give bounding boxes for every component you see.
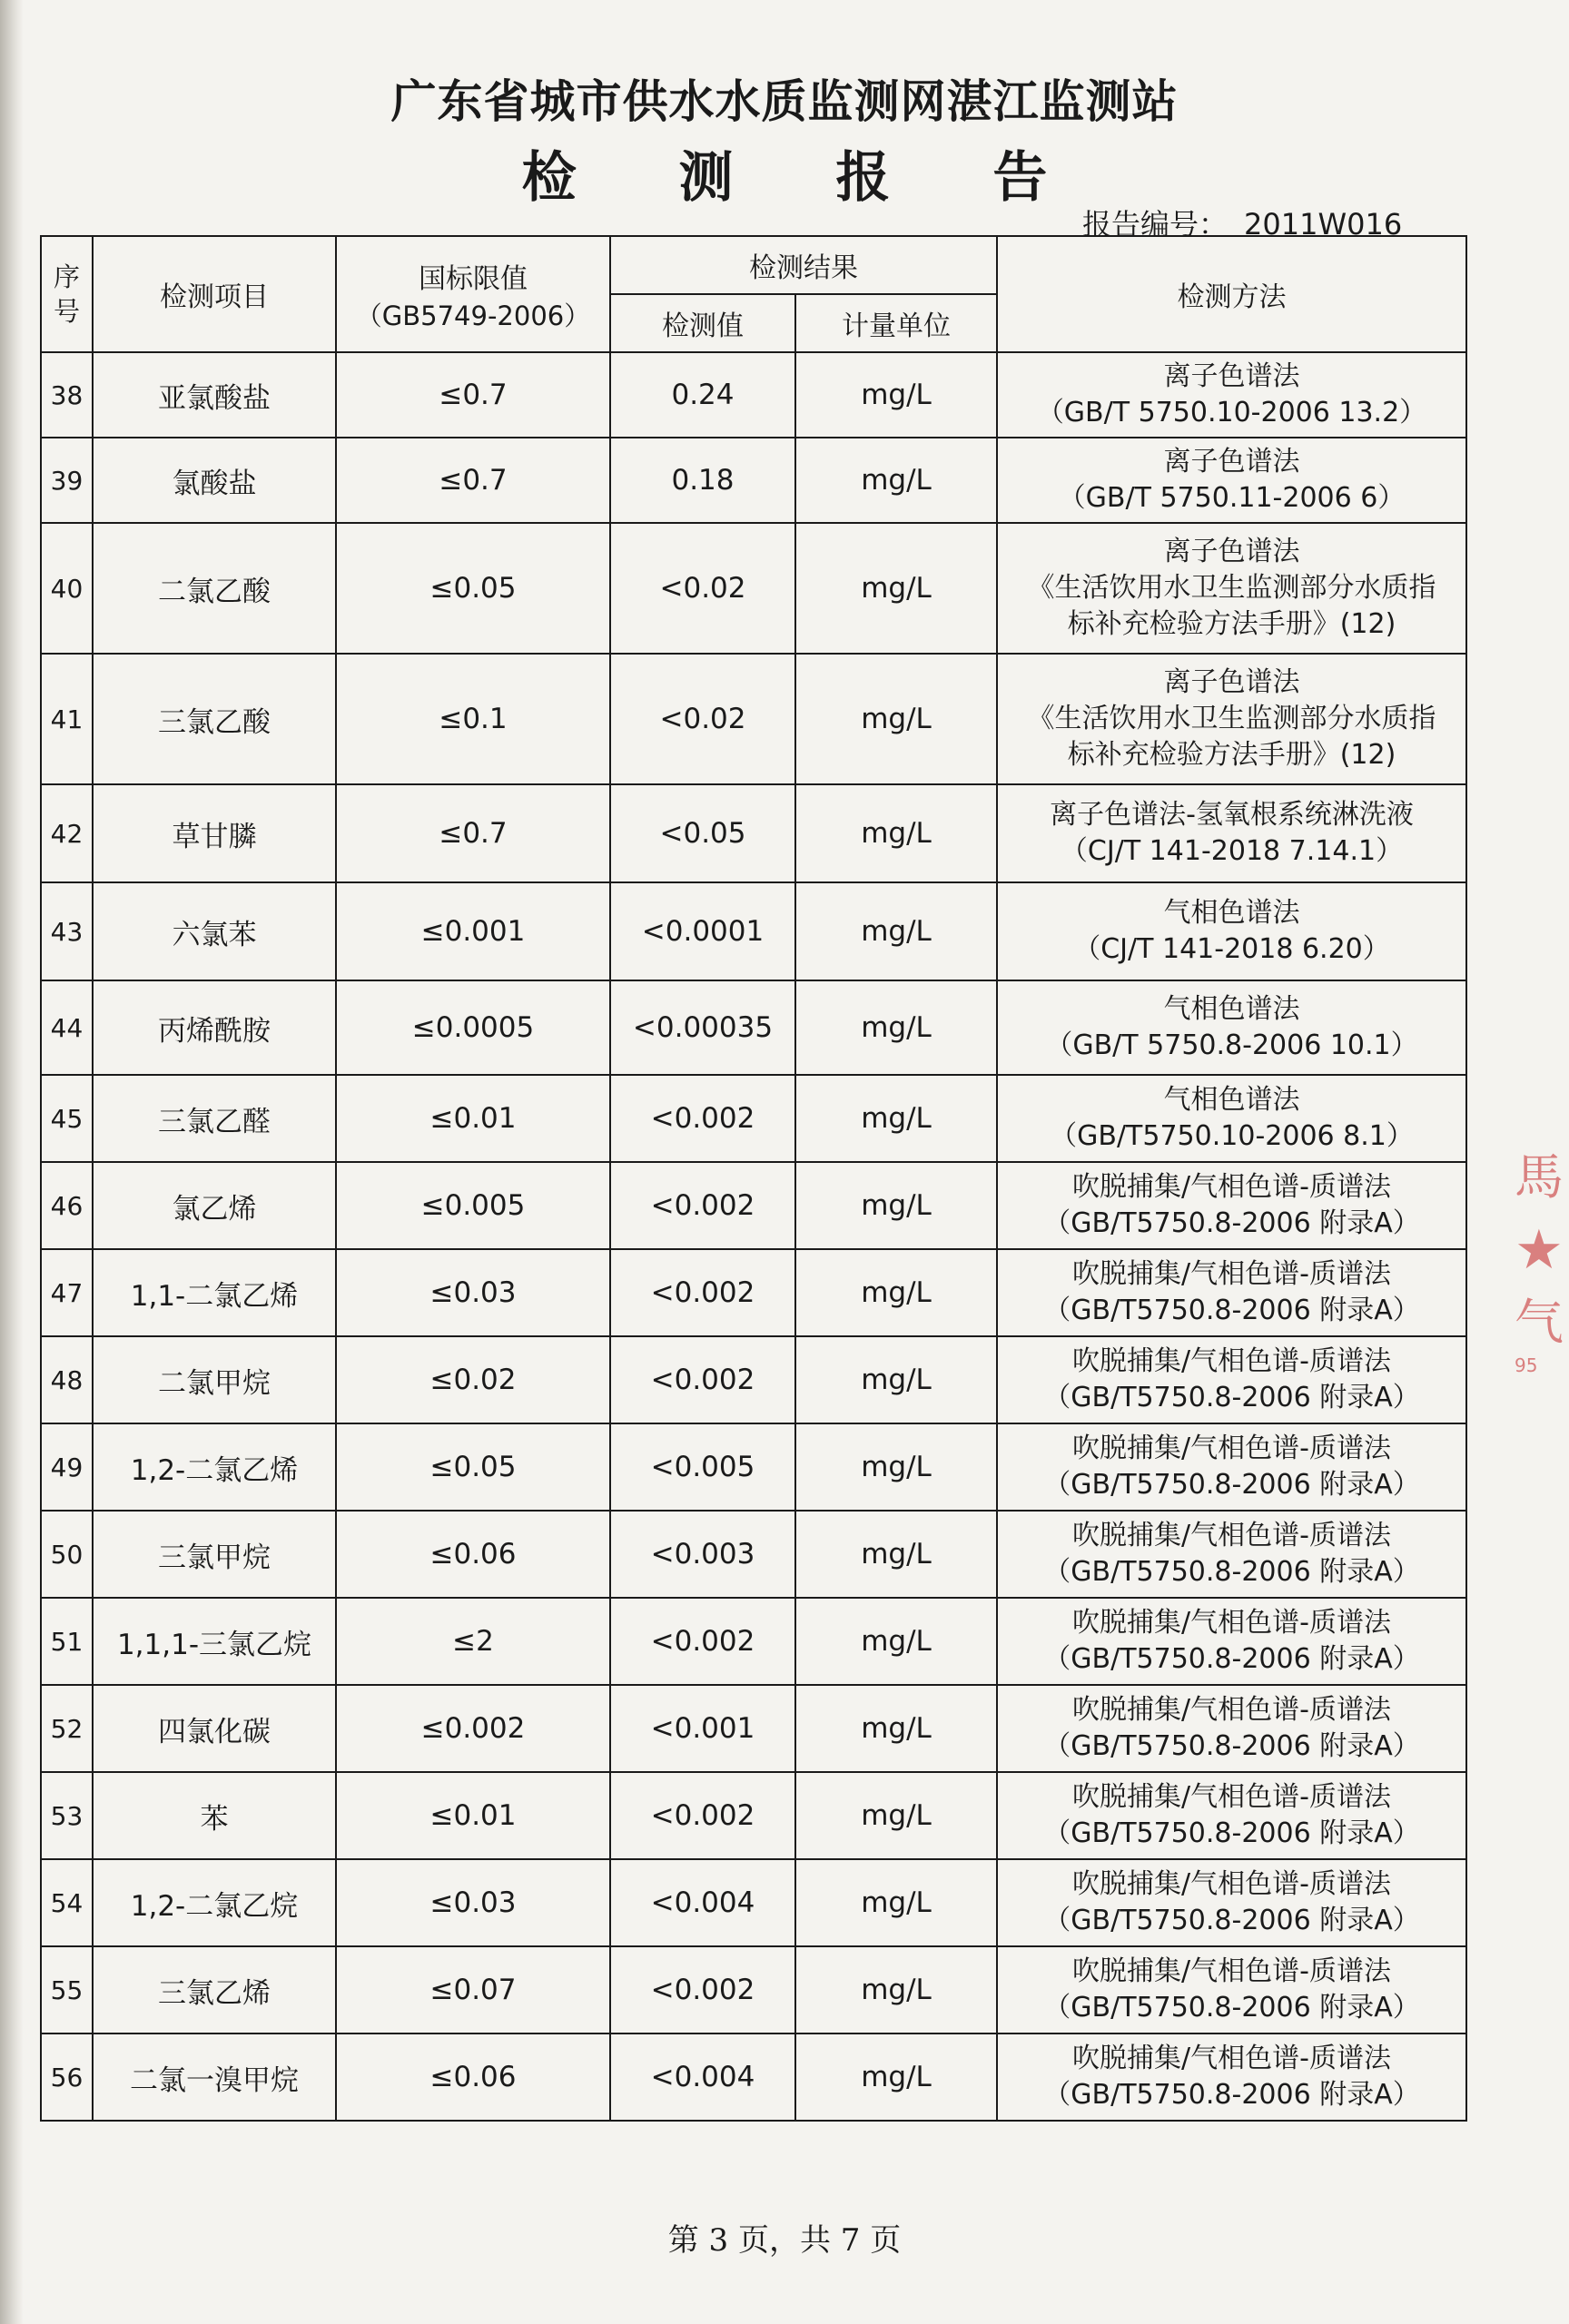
row-method-line: （GB/T 5750.8-2006 10.1） xyxy=(1045,1029,1418,1061)
row-unit: mg/L xyxy=(795,1162,997,1249)
row-unit: mg/L xyxy=(795,1423,997,1511)
header-limit-label: 国标限值 xyxy=(419,262,528,295)
row-seq: 53 xyxy=(41,1772,93,1859)
row-seq: 51 xyxy=(41,1598,93,1685)
row-value: 0.18 xyxy=(610,438,795,523)
row-method-line: 离子色谱法-氢氧根系统淋洗液 xyxy=(1050,799,1414,831)
header-result: 检测结果 xyxy=(610,236,997,294)
row-item: 四氯化碳 xyxy=(93,1685,336,1772)
row-method xyxy=(997,1598,1466,1685)
header-value: 检测值 xyxy=(610,294,795,352)
row-method-line: 离子色谱法 xyxy=(1163,666,1300,698)
row-method xyxy=(997,1423,1466,1511)
row-value: <0.002 xyxy=(610,1075,795,1162)
header-seq: 序号 xyxy=(41,236,93,352)
row-method xyxy=(997,438,1466,523)
row-limit: ≤0.06 xyxy=(336,1511,610,1598)
row-seq: 54 xyxy=(41,1859,93,1946)
table-row xyxy=(41,1598,1466,1685)
table-row xyxy=(41,1249,1466,1336)
row-unit: mg/L xyxy=(795,1075,997,1162)
row-method-line: 吹脱捕集/气相色谱-质谱法 xyxy=(1072,1955,1391,1987)
page-number: 第 3 页，共 7 页 xyxy=(667,2222,902,2259)
row-method-line: 吹脱捕集/气相色谱-质谱法 xyxy=(1072,1781,1391,1813)
table-body xyxy=(41,352,1466,2121)
row-method-line: （GB/T5750.8-2006 附录A） xyxy=(1043,1730,1420,1762)
row-value: <0.0001 xyxy=(610,882,795,980)
row-method xyxy=(997,882,1466,980)
row-item: 二氯一溴甲烷 xyxy=(93,2034,336,2121)
row-limit: ≤0.05 xyxy=(336,1423,610,1511)
row-seq: 43 xyxy=(41,882,93,980)
row-value: <0.001 xyxy=(610,1685,795,1772)
row-value: <0.02 xyxy=(610,523,795,654)
stamp-char: 馬 xyxy=(1515,1148,1564,1206)
row-limit: ≤0.01 xyxy=(336,1075,610,1162)
results-table xyxy=(40,235,1467,2122)
table-row xyxy=(41,1859,1466,1946)
row-method-line: （GB/T5750.10-2006 8.1） xyxy=(1050,1120,1414,1152)
row-seq: 47 xyxy=(41,1249,93,1336)
row-method xyxy=(997,523,1466,654)
row-method-line: 气相色谱法 xyxy=(1163,993,1300,1025)
row-value: <0.00035 xyxy=(610,980,795,1075)
org-title: 广东省城市供水水质监测网湛江监测站 xyxy=(390,74,1179,128)
table-row xyxy=(41,1162,1466,1249)
table-row xyxy=(41,1336,1466,1423)
row-value: <0.003 xyxy=(610,1511,795,1598)
row-method-line: （GB/T5750.8-2006 附录A） xyxy=(1043,1469,1420,1501)
row-limit: ≤0.02 xyxy=(336,1336,610,1423)
row-method xyxy=(997,352,1466,438)
row-limit: ≤2 xyxy=(336,1598,610,1685)
row-limit: ≤0.005 xyxy=(336,1162,610,1249)
row-value: <0.002 xyxy=(610,1946,795,2034)
table-row xyxy=(41,1685,1466,1772)
row-limit: ≤0.0005 xyxy=(336,980,610,1075)
row-value: <0.004 xyxy=(610,1859,795,1946)
row-item: 丙烯酰胺 xyxy=(93,980,336,1075)
row-method-line: 气相色谱法 xyxy=(1163,1084,1300,1116)
row-method-line: （GB/T5750.8-2006 附录A） xyxy=(1043,1643,1420,1675)
row-method xyxy=(997,654,1466,784)
table-row xyxy=(41,882,1466,980)
row-method-line: 气相色谱法 xyxy=(1163,897,1300,929)
row-value: <0.004 xyxy=(610,2034,795,2121)
header-limit-standard: （GB5749-2006） xyxy=(355,300,591,331)
row-method-line: （GB/T5750.8-2006 附录A） xyxy=(1043,1382,1420,1413)
row-method-line: 吹脱捕集/气相色谱-质谱法 xyxy=(1072,1433,1391,1464)
row-method-line: （GB/T5750.8-2006 附录A） xyxy=(1043,1295,1420,1326)
row-unit: mg/L xyxy=(795,523,997,654)
row-seq: 46 xyxy=(41,1162,93,1249)
row-value: <0.002 xyxy=(610,1336,795,1423)
row-method xyxy=(997,1772,1466,1859)
row-seq: 40 xyxy=(41,523,93,654)
header-method: 检测方法 xyxy=(997,236,1466,352)
row-seq: 41 xyxy=(41,654,93,784)
row-seq: 38 xyxy=(41,352,93,438)
row-method-line: 吹脱捕集/气相色谱-质谱法 xyxy=(1072,2043,1391,2074)
row-seq: 48 xyxy=(41,1336,93,1423)
row-limit: ≤0.001 xyxy=(336,882,610,980)
header-unit: 计量单位 xyxy=(795,294,997,352)
table-row xyxy=(41,352,1466,438)
row-seq: 52 xyxy=(41,1685,93,1772)
row-method xyxy=(997,1859,1466,1946)
red-seal-stamp xyxy=(1515,1146,1569,1491)
row-method-line: 吹脱捕集/气相色谱-质谱法 xyxy=(1072,1520,1391,1551)
row-item: 苯 xyxy=(93,1772,336,1859)
row-seq: 42 xyxy=(41,784,93,882)
row-limit: ≤0.03 xyxy=(336,1249,610,1336)
row-value: 0.24 xyxy=(610,352,795,438)
row-method-line: （GB/T5750.8-2006 附录A） xyxy=(1043,1992,1420,2024)
row-item: 1,1-二氯乙烯 xyxy=(93,1249,336,1336)
scan-edge xyxy=(0,0,24,2324)
row-value: <0.002 xyxy=(610,1772,795,1859)
table-row xyxy=(41,784,1466,882)
row-unit: mg/L xyxy=(795,654,997,784)
row-method-line: 吹脱捕集/气相色谱-质谱法 xyxy=(1072,1258,1391,1290)
row-method-line: 标补充检验方法手册》(12) xyxy=(1067,739,1396,771)
row-method-line: （GB/T5750.8-2006 附录A） xyxy=(1043,1207,1420,1239)
row-limit: ≤0.1 xyxy=(336,654,610,784)
row-limit: ≤0.06 xyxy=(336,2034,610,2121)
row-item: 1,2-二氯乙烷 xyxy=(93,1859,336,1946)
row-method xyxy=(997,1511,1466,1598)
row-item: 氯乙烯 xyxy=(93,1162,336,1249)
row-seq: 44 xyxy=(41,980,93,1075)
row-method xyxy=(997,980,1466,1075)
row-item: 三氯乙酸 xyxy=(93,654,336,784)
row-method-line: （GB/T 5750.10-2006 13.2） xyxy=(1036,397,1427,428)
row-item: 1,1,1-三氯乙烷 xyxy=(93,1598,336,1685)
star-icon: ★ xyxy=(1515,1218,1564,1282)
row-unit: mg/L xyxy=(795,1249,997,1336)
row-limit: ≤0.01 xyxy=(336,1772,610,1859)
row-method-line: 吹脱捕集/气相色谱-质谱法 xyxy=(1072,1171,1391,1203)
row-limit: ≤0.002 xyxy=(336,1685,610,1772)
row-method-line: 离子色谱法 xyxy=(1163,446,1300,478)
row-seq: 45 xyxy=(41,1075,93,1162)
row-method xyxy=(997,784,1466,882)
row-method-line: 《生活饮用水卫生监测部分水质指 xyxy=(1027,572,1436,604)
row-unit: mg/L xyxy=(795,438,997,523)
row-item: 三氯乙烯 xyxy=(93,1946,336,2034)
table-row xyxy=(41,2034,1466,2121)
row-value: <0.005 xyxy=(610,1423,795,1511)
row-limit: ≤0.07 xyxy=(336,1946,610,2034)
report-number-label: 报告编号： xyxy=(1082,207,1229,241)
row-unit: mg/L xyxy=(795,1772,997,1859)
table-row xyxy=(41,523,1466,654)
row-method-line: 吹脱捕集/气相色谱-质谱法 xyxy=(1072,1868,1391,1900)
row-limit: ≤0.05 xyxy=(336,523,610,654)
row-seq: 50 xyxy=(41,1511,93,1598)
row-method xyxy=(997,2034,1466,2121)
row-item: 三氯乙醛 xyxy=(93,1075,336,1162)
report-number-value: 2011W016 xyxy=(1244,207,1403,241)
row-limit: ≤0.7 xyxy=(336,352,610,438)
row-item: 二氯甲烷 xyxy=(93,1336,336,1423)
row-method-line: （GB/T5750.8-2006 附录A） xyxy=(1043,1556,1420,1588)
row-method xyxy=(997,1685,1466,1772)
row-unit: mg/L xyxy=(795,882,997,980)
row-value: <0.002 xyxy=(610,1162,795,1249)
row-item: 亚氯酸盐 xyxy=(93,352,336,438)
table-row xyxy=(41,1772,1466,1859)
row-value: <0.05 xyxy=(610,784,795,882)
row-item: 草甘膦 xyxy=(93,784,336,882)
table-row xyxy=(41,654,1466,784)
row-method-line: （CJ/T 141-2018 6.20） xyxy=(1073,933,1390,965)
row-item: 六氯苯 xyxy=(93,882,336,980)
report-title: 检 测 报 告 xyxy=(521,146,1090,210)
row-unit: mg/L xyxy=(795,1946,997,2034)
row-unit: mg/L xyxy=(795,980,997,1075)
row-limit: ≤0.7 xyxy=(336,784,610,882)
table-row xyxy=(41,980,1466,1075)
row-unit: mg/L xyxy=(795,1336,997,1423)
header-limit xyxy=(336,236,610,352)
row-method xyxy=(997,1162,1466,1249)
row-seq: 49 xyxy=(41,1423,93,1511)
row-method-line: 《生活饮用水卫生监测部分水质指 xyxy=(1027,703,1436,734)
row-value: <0.002 xyxy=(610,1249,795,1336)
row-unit: mg/L xyxy=(795,784,997,882)
row-unit: mg/L xyxy=(795,1511,997,1598)
row-value: <0.002 xyxy=(610,1598,795,1685)
row-unit: mg/L xyxy=(795,2034,997,2121)
row-method-line: （GB/T5750.8-2006 附录A） xyxy=(1043,2079,1420,2111)
row-unit: mg/L xyxy=(795,1859,997,1946)
table-row xyxy=(41,1511,1466,1598)
row-unit: mg/L xyxy=(795,352,997,438)
row-limit: ≤0.7 xyxy=(336,438,610,523)
row-item: 二氯乙酸 xyxy=(93,523,336,654)
stamp-number: 95 xyxy=(1515,1354,1538,1376)
row-method-line: （CJ/T 141-2018 7.14.1） xyxy=(1060,835,1404,867)
row-method xyxy=(997,1946,1466,2034)
table-row xyxy=(41,1075,1466,1162)
row-item: 三氯甲烷 xyxy=(93,1511,336,1598)
table-row xyxy=(41,1423,1466,1511)
row-method-line: （GB/T5750.8-2006 附录A） xyxy=(1043,1817,1420,1849)
row-method-line: 吹脱捕集/气相色谱-质谱法 xyxy=(1072,1694,1391,1726)
row-method xyxy=(997,1336,1466,1423)
row-method-line: 离子色谱法 xyxy=(1163,536,1300,567)
row-method-line: 吹脱捕集/气相色谱-质谱法 xyxy=(1072,1345,1391,1377)
row-item: 氯酸盐 xyxy=(93,438,336,523)
row-method xyxy=(997,1249,1466,1336)
row-unit: mg/L xyxy=(795,1685,997,1772)
table-row xyxy=(41,438,1466,523)
table-row xyxy=(41,1946,1466,2034)
row-method-line: （GB/T5750.8-2006 附录A） xyxy=(1043,1905,1420,1936)
row-seq: 55 xyxy=(41,1946,93,2034)
row-method-line: 标补充检验方法手册》(12) xyxy=(1067,608,1396,640)
row-value: <0.02 xyxy=(610,654,795,784)
row-unit: mg/L xyxy=(795,1598,997,1685)
header-item: 检测项目 xyxy=(93,236,336,352)
row-item: 1,2-二氯乙烯 xyxy=(93,1423,336,1511)
row-method-line: （GB/T 5750.11-2006 6） xyxy=(1058,482,1406,514)
stamp-char: 气 xyxy=(1515,1294,1564,1351)
row-seq: 39 xyxy=(41,438,93,523)
row-seq: 56 xyxy=(41,2034,93,2121)
row-method xyxy=(997,1075,1466,1162)
row-method-line: 离子色谱法 xyxy=(1163,360,1300,392)
row-limit: ≤0.03 xyxy=(336,1859,610,1946)
row-method-line: 吹脱捕集/气相色谱-质谱法 xyxy=(1072,1607,1391,1639)
